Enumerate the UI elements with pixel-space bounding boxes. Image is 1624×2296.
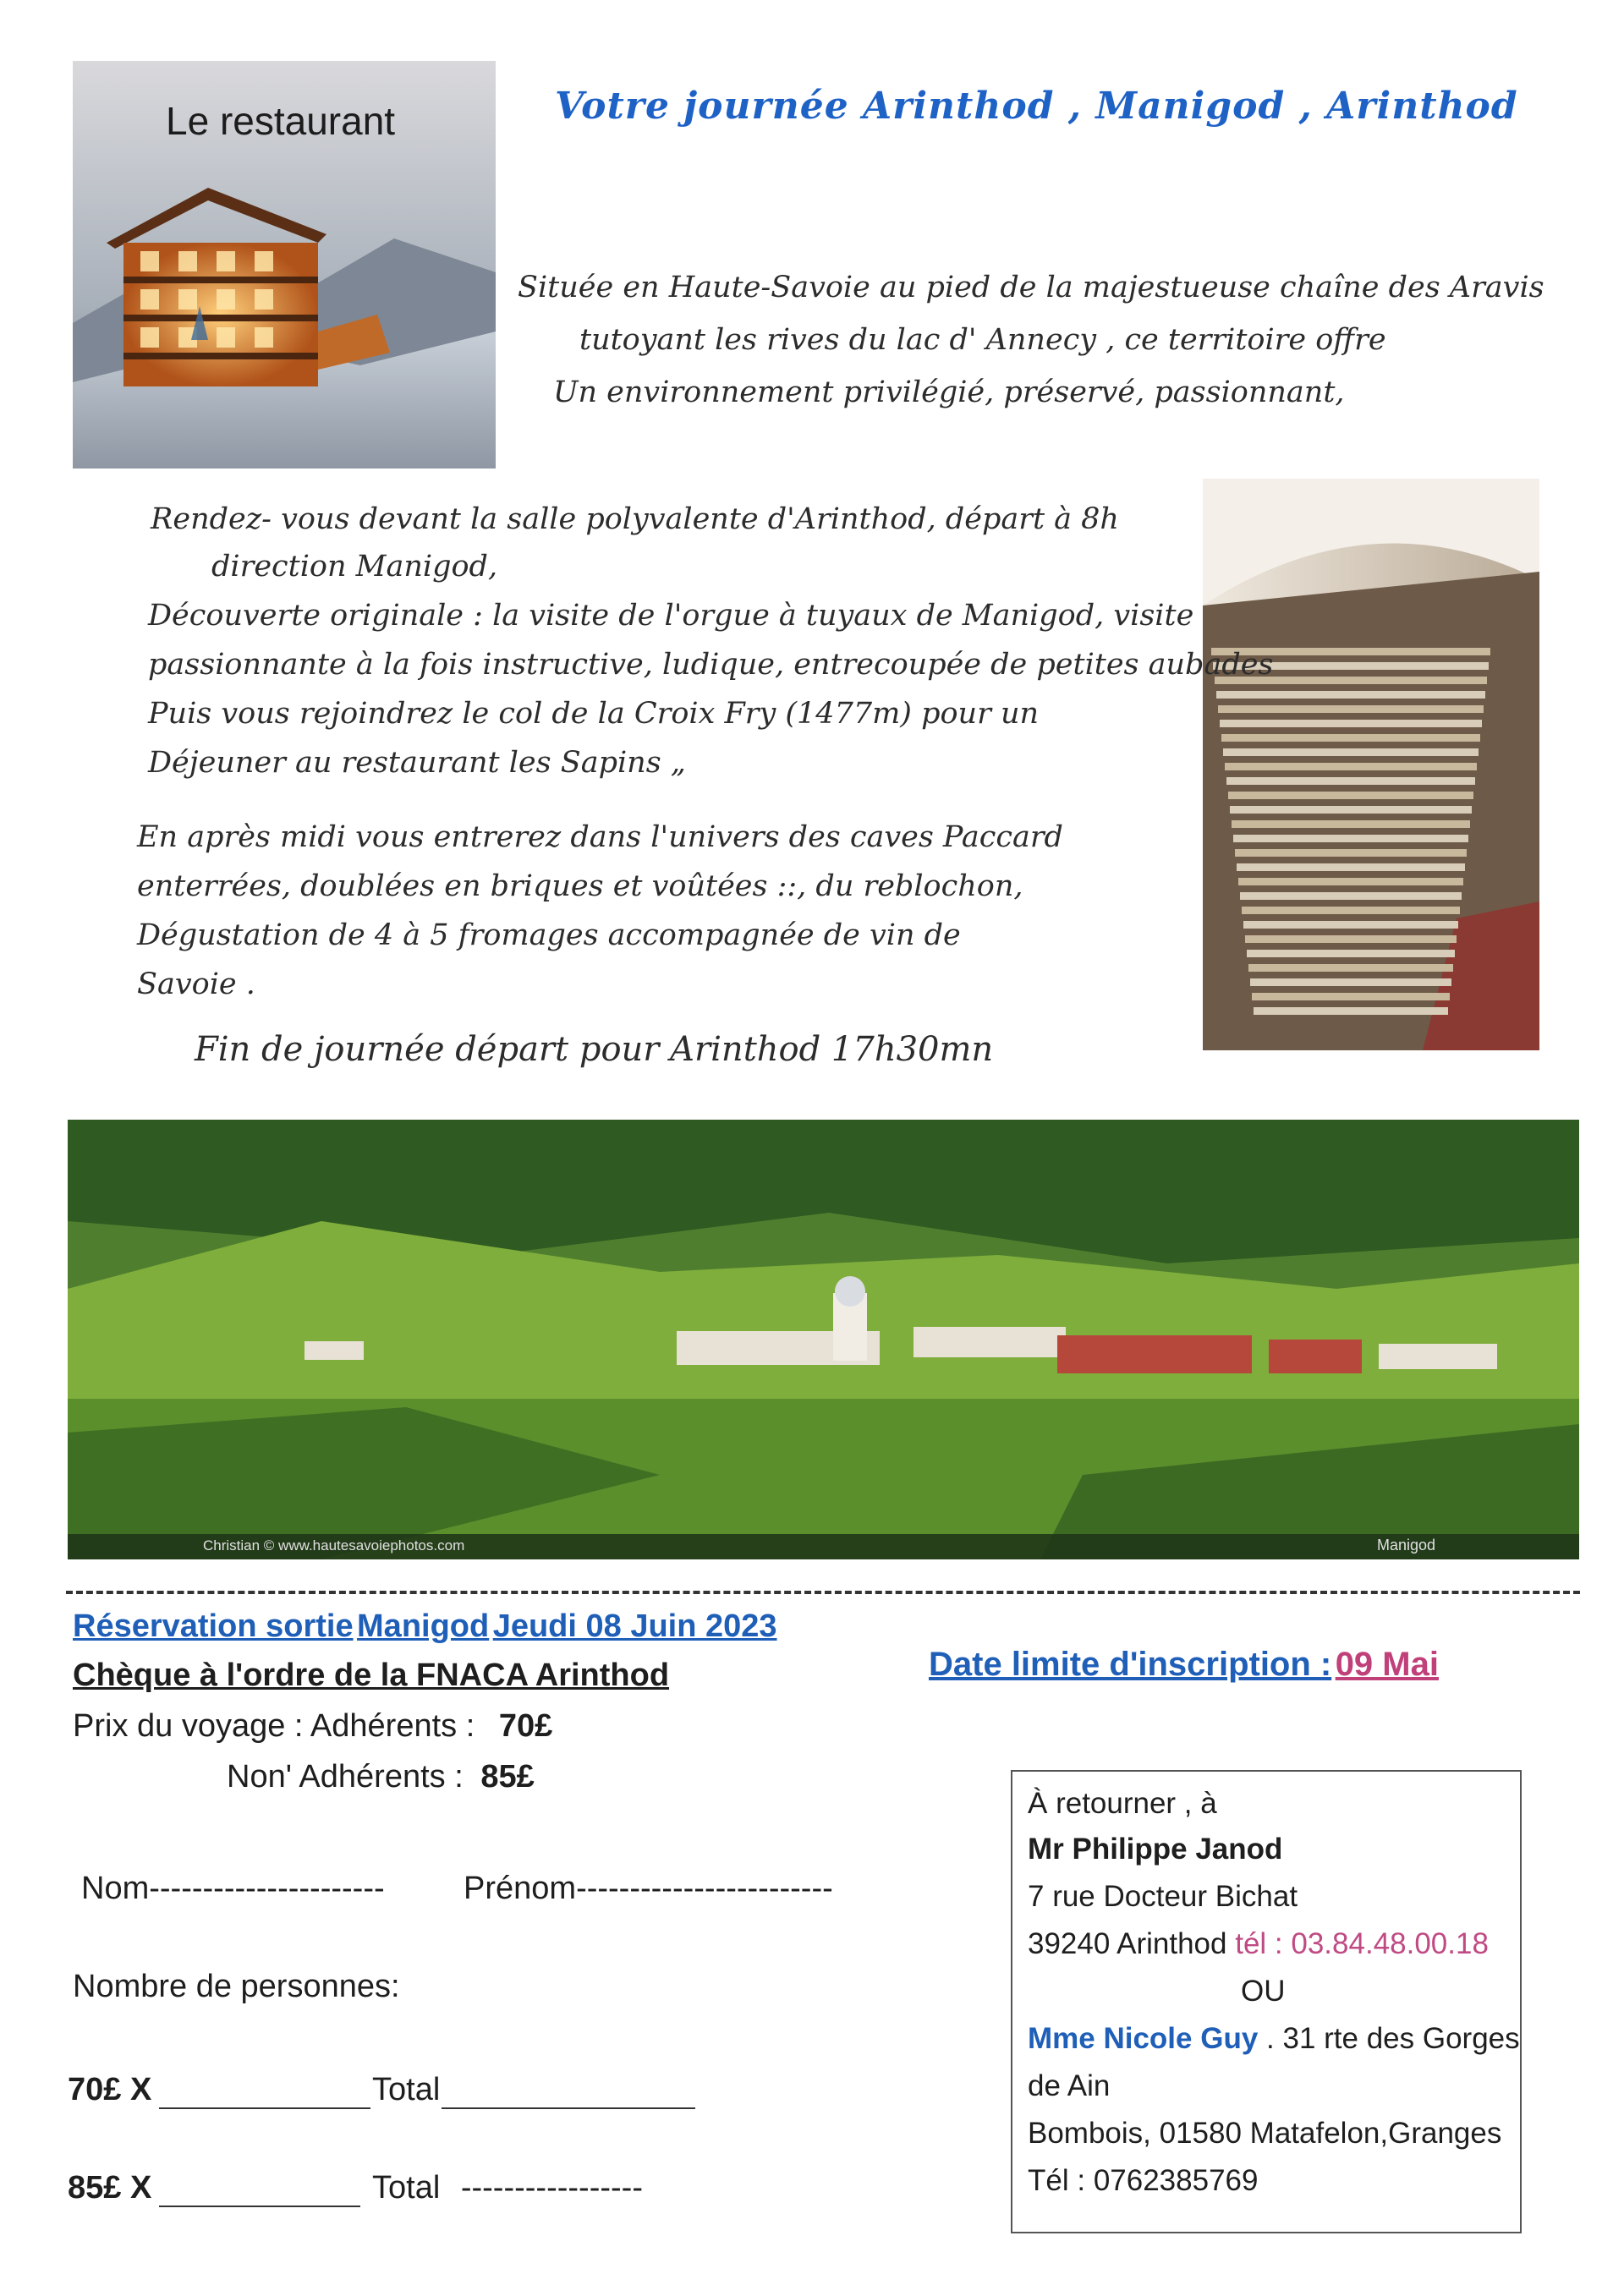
price-members: 70£ xyxy=(498,1708,553,1744)
firstname-field[interactable] xyxy=(464,1871,833,1907)
contact-2-city: Bombois, 01580 Matafelon,Granges xyxy=(1028,2117,1502,2150)
reservation-date: Jeudi 08 Juin 2023 xyxy=(492,1608,777,1644)
afternoon-line: Savoie . xyxy=(137,967,255,1001)
firstname-label: Prénom xyxy=(464,1871,577,1906)
price-non-members-row xyxy=(227,1759,535,1795)
contact-2-name: Mme Nicole Guy xyxy=(1028,2022,1259,2055)
program-line: Déjeuner au restaurant les Sapins „ xyxy=(148,746,686,780)
cheese-shelf xyxy=(1247,950,1455,957)
firstname-dashes: ------------------------ xyxy=(576,1871,833,1906)
contact-1-city-row xyxy=(1028,1927,1489,1961)
program-line: direction Manigod, xyxy=(211,550,498,584)
row2-quantity-line[interactable] xyxy=(159,2206,360,2207)
contact-2-street: . 31 rte des Gorges xyxy=(1266,2022,1520,2055)
row1-total-line[interactable] xyxy=(442,2107,695,2109)
program-line: passionnante à la fois instructive, ludique, entrecoupée de petites aubades xyxy=(148,648,1274,682)
cheese-shelf xyxy=(1254,1007,1448,1015)
cheese-shelf xyxy=(1232,820,1470,828)
cheese-shelf xyxy=(1238,878,1463,885)
afternoon-line: enterrées, doublées en briques et voûtées ::, du reblochon, xyxy=(137,869,1023,903)
name-field[interactable] xyxy=(81,1871,385,1907)
contact-1-phone: 03.84.48.00.18 xyxy=(1291,1927,1489,1960)
or-separator: OU xyxy=(1241,1975,1286,2008)
restaurant-caption: Le restaurant xyxy=(166,99,396,143)
row2-total-label: Total xyxy=(372,2170,441,2206)
intro-line: Située en Haute-Savoie au pied de la majestueuse chaîne des Aravis xyxy=(518,271,1544,304)
cheese-shelf xyxy=(1230,806,1472,814)
cheese-shelf xyxy=(1243,921,1458,929)
registration-deadline xyxy=(929,1646,1439,1684)
cheese-shelf xyxy=(1250,978,1451,986)
restaurant-photo xyxy=(73,61,496,469)
reservation-place: Manigod xyxy=(357,1608,490,1644)
photo-credit: Christian © www.hautesavoiephotos.com xyxy=(203,1537,465,1553)
cheese-shelf xyxy=(1233,835,1468,842)
manigod-panorama-photo xyxy=(68,1120,1579,1559)
price-label: Prix du voyage : Adhérents : xyxy=(73,1708,475,1744)
row2-price: 85£ X xyxy=(68,2170,152,2206)
page-title: Votre journée Arinthod , Manigod , Arinthod xyxy=(555,85,1518,128)
village-illustration xyxy=(68,1120,1579,1559)
cheese-shelf xyxy=(1242,907,1460,914)
name-dashes: ---------------------- xyxy=(149,1871,385,1906)
program-line: Rendez- vous devant la salle polyvalente d'Arinthod, départ à 8h xyxy=(151,502,1119,536)
contact-2-phone: 0762385769 xyxy=(1093,2164,1259,2197)
cheese-shelf xyxy=(1252,993,1450,1000)
reservation-heading xyxy=(73,1608,777,1645)
contact-1-street: 7 rue Docteur Bichat xyxy=(1028,1880,1298,1913)
cheese-shelf xyxy=(1248,964,1453,972)
cheese-shelf xyxy=(1220,720,1482,727)
return-intro: À retourner , à xyxy=(1028,1787,1217,1820)
price-non-members: 85£ xyxy=(480,1759,535,1795)
non-members-label: Non' Adhérents : xyxy=(227,1759,464,1795)
contact-2-row xyxy=(1028,2022,1520,2056)
cheese-shelf xyxy=(1228,792,1473,799)
end-of-day: Fin de journée départ pour Arinthod 17h30mn xyxy=(195,1030,994,1069)
return-address-box xyxy=(1011,1770,1522,2233)
cheese-shelf xyxy=(1216,691,1485,699)
cheese-shelf xyxy=(1225,763,1477,770)
deadline-value: 09 Mai xyxy=(1335,1646,1439,1683)
cheese-shelf xyxy=(1221,734,1480,742)
price-members-row xyxy=(73,1708,552,1745)
cheese-cave-photo xyxy=(1203,479,1539,1050)
row1-price: 70£ X xyxy=(68,2072,152,2107)
row1-total-label: Total xyxy=(372,2072,441,2107)
cheese-shelf xyxy=(1235,849,1467,857)
contact-1-name: Mr Philippe Janod xyxy=(1028,1833,1283,1866)
cheese-shelf xyxy=(1223,748,1479,756)
afternoon-line: En après midi vous entrerez dans l'univers des caves Paccard xyxy=(137,820,1063,854)
cheese-shelf xyxy=(1240,892,1462,900)
people-count-label: Nombre de personnes: xyxy=(73,1969,400,2004)
contact-2-street-continued: de Ain xyxy=(1028,2069,1111,2102)
name-label: Nom xyxy=(81,1871,150,1906)
cheese-shelf xyxy=(1245,935,1457,943)
cheese-shelf xyxy=(1218,705,1484,713)
cheque-instruction: Chèque à l'ordre de la FNACA Arinthod xyxy=(73,1658,670,1693)
photo-place-label: Manigod xyxy=(1376,1537,1435,1553)
contact-1-city: 39240 Arinthod xyxy=(1028,1927,1227,1960)
row1-quantity-line[interactable] xyxy=(159,2107,370,2109)
cheese-shelf xyxy=(1237,863,1465,871)
contact-2-tel-label: Tél : xyxy=(1028,2164,1086,2197)
row2-total-field[interactable] xyxy=(372,2170,643,2206)
contact-1-tel-label: tél : xyxy=(1235,1927,1283,1960)
deadline-label: Date limite d'inscription : xyxy=(929,1646,1332,1683)
contact-2-tel-row xyxy=(1028,2164,1258,2198)
afternoon-line: Dégustation de 4 à 5 fromages accompagnée de vin de xyxy=(137,918,961,952)
reservation-label: Réservation sortie xyxy=(73,1608,354,1644)
intro-line: tutoyant les rives du lac d' Annecy , ce territoire offre xyxy=(579,323,1386,357)
cheese-shelf xyxy=(1226,777,1475,785)
cut-line xyxy=(66,1591,1580,1594)
program-line: Puis vous rejoindrez le col de la Croix Fry (1477m) pour un xyxy=(148,697,1040,731)
row2-total-dashes: ----------------- xyxy=(460,2170,643,2206)
intro-line: Un environnement privilégié, préservé, passionnant, xyxy=(553,375,1345,409)
cheese-cave-illustration xyxy=(1203,479,1539,1050)
program-line: Découverte originale : la visite de l'orgue à tuyaux de Manigod, visite xyxy=(148,599,1194,633)
